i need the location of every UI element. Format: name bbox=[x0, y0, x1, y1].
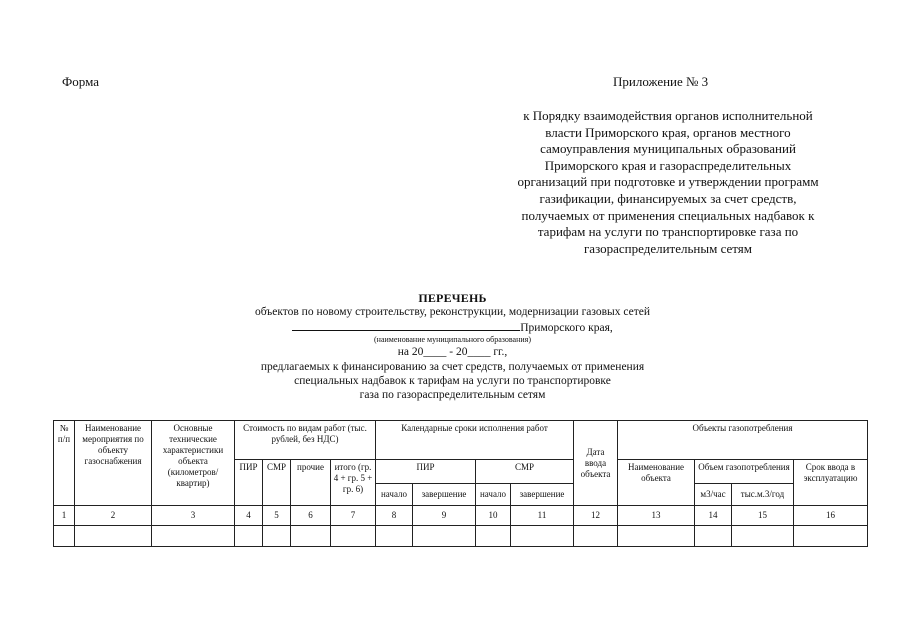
order-line: газификации, финансируемых за счет средств, bbox=[539, 190, 797, 206]
column-number: 14 bbox=[695, 506, 732, 526]
column-number: 10 bbox=[476, 506, 511, 526]
table-cell bbox=[794, 526, 868, 547]
column-number: 4 bbox=[235, 506, 263, 526]
header-smr-end: завершение bbox=[511, 484, 574, 506]
table-cell bbox=[152, 526, 235, 547]
header-commission-date: Дата ввода объекта bbox=[574, 421, 618, 506]
header-gas-volume: Объем газопотребления bbox=[695, 460, 794, 484]
header-gas-year: тыс.м.3/год bbox=[732, 484, 794, 506]
header-smr-start: начало bbox=[476, 484, 511, 506]
header-pir-end: завершение bbox=[413, 484, 476, 506]
column-number: 5 bbox=[263, 506, 291, 526]
column-number: 16 bbox=[794, 506, 868, 526]
title-line: специальных надбавок к тарифам на услуги по транспортировке bbox=[294, 375, 611, 388]
title-line: предлагаемых к финансированию за счет средств, получаемых от применения bbox=[260, 360, 645, 373]
municipality-blank bbox=[292, 320, 520, 331]
objects-table bbox=[53, 420, 868, 547]
column-number: 3 bbox=[152, 506, 235, 526]
table-cell bbox=[235, 526, 263, 547]
appendix-label: Приложение № 3 bbox=[613, 74, 709, 89]
column-number: 2 bbox=[75, 506, 152, 526]
table-cell bbox=[54, 526, 75, 547]
header-gas-consumers-group: Объекты газопотребления bbox=[618, 421, 868, 460]
column-number: 12 bbox=[574, 506, 618, 526]
header-tech-chars: Основные технические характеристики объекта (километров/ квартир) bbox=[152, 421, 235, 506]
header-cost-other: прочие bbox=[291, 460, 331, 506]
header-measure-name: Наименование мероприятия по объекту газоснабжения bbox=[75, 421, 152, 506]
header-calendar-group: Календарные сроки исполнения работ bbox=[376, 421, 574, 460]
table-cell bbox=[376, 526, 413, 547]
title-line: газа по газораспределительным сетям bbox=[359, 389, 546, 402]
header-cost-smr: СМР bbox=[263, 460, 291, 506]
column-number: 11 bbox=[511, 506, 574, 526]
order-line: самоуправления муниципальных образований bbox=[540, 141, 796, 157]
order-line: получаемых от применения специальных надбавок к bbox=[521, 207, 815, 223]
table-cell bbox=[732, 526, 794, 547]
table-cell bbox=[695, 526, 732, 547]
order-line: тарифам на услуги по транспортировке газа по bbox=[537, 224, 799, 240]
column-number: 9 bbox=[413, 506, 476, 526]
document-title: ПЕРЕЧЕНЬ bbox=[418, 291, 487, 305]
header-gas-term: Срок ввода в эксплуатацию bbox=[794, 460, 868, 506]
order-line: к Порядку взаимодействия органов исполнительной bbox=[523, 108, 813, 123]
column-number: 15 bbox=[732, 506, 794, 526]
table-cell bbox=[476, 526, 511, 547]
municipality-hint: (наименование муниципального образования) bbox=[374, 335, 531, 345]
order-line: газораспределительным сетям bbox=[583, 240, 753, 256]
column-numbers-row bbox=[54, 506, 868, 526]
header-pir-start: начало bbox=[376, 484, 413, 506]
order-line: власти Приморского края, органов местного bbox=[545, 124, 791, 140]
table-row bbox=[54, 526, 868, 547]
years-line: на 20____ - 20____ гг., bbox=[397, 346, 508, 359]
table-cell bbox=[574, 526, 618, 547]
column-number: 8 bbox=[376, 506, 413, 526]
table-cell bbox=[511, 526, 574, 547]
header-cost-pir: ПИР bbox=[235, 460, 263, 506]
title-line: объектов по новому строительству, реконструкции, модернизации газовых сетей bbox=[254, 306, 651, 319]
form-label: Форма bbox=[62, 74, 99, 89]
header-calendar-pir: ПИР bbox=[376, 460, 476, 484]
header-gas-m3h: м3/час bbox=[695, 484, 732, 506]
header-cost-total: итого (гр. 4 + гр. 5 + гр. 6) bbox=[331, 460, 376, 506]
header-calendar-smr: СМР bbox=[476, 460, 574, 484]
table-cell bbox=[331, 526, 376, 547]
order-line: организаций при подготовке и утверждении программ bbox=[517, 174, 819, 190]
column-number: 7 bbox=[331, 506, 376, 526]
column-number: 1 bbox=[54, 506, 75, 526]
header-num: № п/п bbox=[54, 421, 75, 506]
document-title-block bbox=[190, 291, 715, 403]
order-line: Приморского края и газораспределительных bbox=[544, 157, 792, 173]
header-gas-object-name: Наименование объекта bbox=[618, 460, 695, 506]
municipality-line bbox=[190, 320, 715, 335]
column-number: 6 bbox=[291, 506, 331, 526]
header-cost-group: Стоимость по видам работ (тыс. рублей, без НДС) bbox=[235, 421, 376, 460]
order-reference bbox=[478, 108, 858, 257]
column-number: 13 bbox=[618, 506, 695, 526]
table-cell bbox=[263, 526, 291, 547]
table-cell bbox=[618, 526, 695, 547]
municipality-suffix: Приморского края, bbox=[520, 321, 613, 334]
table-cell bbox=[291, 526, 331, 547]
table-cell bbox=[75, 526, 152, 547]
table-cell bbox=[413, 526, 476, 547]
